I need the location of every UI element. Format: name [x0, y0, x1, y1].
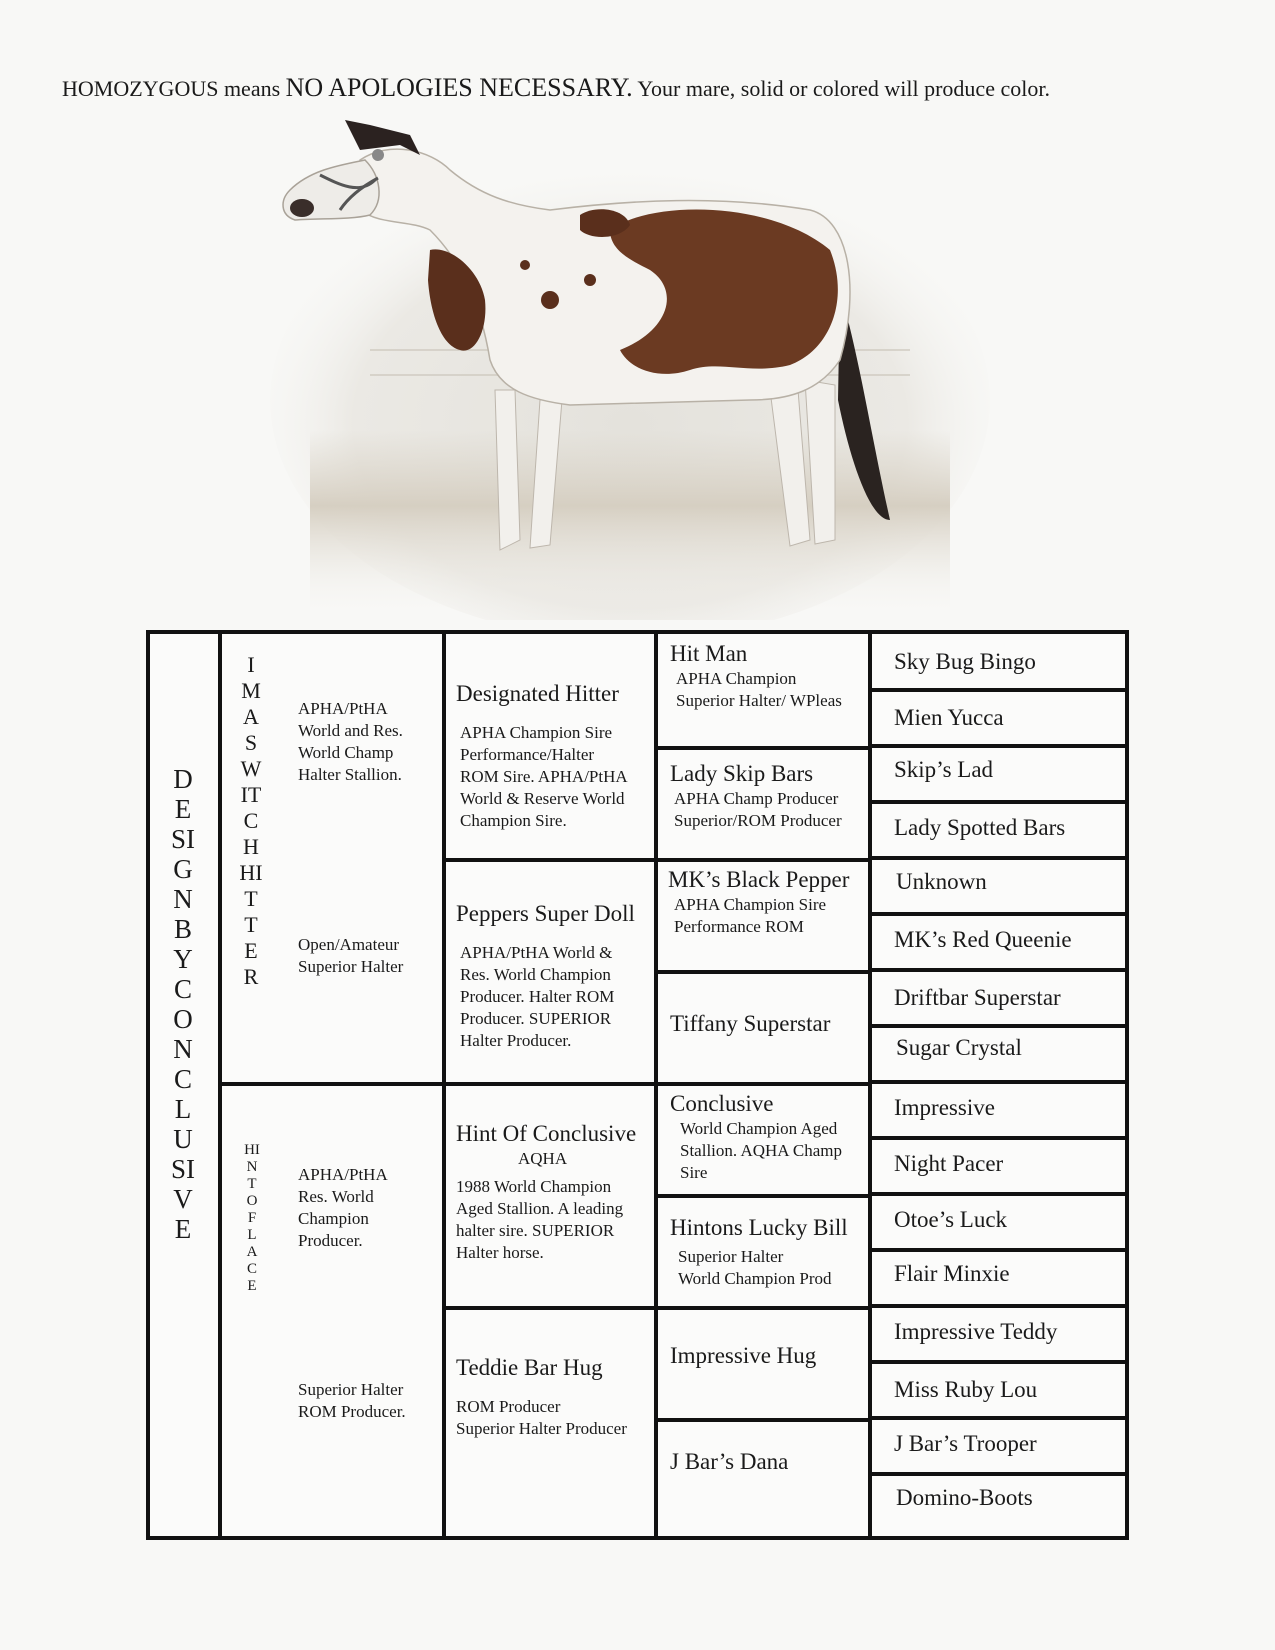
g3-name: MK’s Black Pepper [668, 867, 850, 892]
rule-g4 [868, 1416, 1129, 1420]
g4-name: Flair Minxie [894, 1261, 1010, 1286]
g3-cell [668, 866, 868, 938]
g2-name: Hint Of Conclusive [456, 1121, 637, 1146]
g2-name: Peppers Super Doll [456, 901, 635, 926]
g2-name: Designated Hitter [456, 681, 619, 706]
headline-emphasis: NO APOLOGIES NECESSARY. [285, 73, 633, 102]
rule-g4 [868, 1136, 1129, 1140]
g2-desc: APHA/PtHA World & Res. World Champion Producer. Halter ROM Producer. SUPERIOR Halter Producer. [460, 943, 615, 1050]
g3-name: J Bar’s Dana [670, 1449, 789, 1474]
g3-desc: Superior Halter World Champion Prod [678, 1247, 832, 1288]
pedigree-chart [146, 630, 1129, 1540]
g2-sub: AQHA [518, 1149, 568, 1168]
g4-name: Domino-Boots [896, 1485, 1033, 1510]
dam-desc-1: APHA/PtHA Res. World Champion Producer. [298, 1165, 388, 1250]
g2-cell [456, 680, 652, 832]
g4-name: J Bar’s Trooper [894, 1431, 1037, 1456]
g2-cell [456, 1120, 652, 1264]
g4-name: MK’s Red Queenie [894, 927, 1072, 952]
g3-cell [670, 1214, 868, 1290]
g2-name: Teddie Bar Hug [456, 1355, 603, 1380]
rule-g4 [868, 1248, 1129, 1252]
rule-g4 [868, 744, 1129, 748]
rule-g3 [654, 1418, 872, 1422]
g3-name: Hit Man [670, 641, 748, 666]
g4-name: Mien Yucca [894, 705, 1004, 730]
rule-g2 [442, 1082, 658, 1086]
g3-desc: APHA Champ Producer Superior/ROM Producer [674, 789, 842, 830]
sire-desc-2: Open/Amateur Superior Halter [298, 935, 404, 976]
g4-name: Skip’s Lad [894, 757, 994, 782]
g3-name: Impressive Hug [670, 1343, 817, 1368]
dam-desc-2: Superior Halter ROM Producer. [298, 1380, 406, 1421]
g2-cell [456, 1354, 652, 1440]
g4-name: Miss Ruby Lou [894, 1377, 1038, 1402]
rule-g3 [654, 1082, 872, 1086]
g3-desc: APHA Champion Superior Halter/ WPleas [676, 669, 842, 710]
g4-name: Impressive Teddy [894, 1319, 1058, 1344]
headline-part1: HOMOZYGOUS means [62, 76, 286, 101]
rule-g4 [868, 1360, 1129, 1364]
g3-cell [670, 1010, 868, 1038]
g3-cell [670, 760, 868, 832]
g4-name: Driftbar Superstar [894, 985, 1061, 1010]
g2-cell [456, 900, 652, 1052]
rule-g2 [442, 858, 658, 862]
g4-name: Unknown [896, 869, 987, 894]
g4-name: Sugar Crystal [896, 1035, 1022, 1060]
sire-name: IMA SWITCH HITTER [239, 652, 265, 989]
rule-g4 [868, 968, 1129, 972]
g4-name: Night Pacer [894, 1151, 1004, 1176]
g4-name: Sky Bug Bingo [894, 649, 1036, 674]
g2-desc: 1988 World Champion Aged Stallion. A leading halter sire. SUPERIOR Halter horse. [456, 1177, 624, 1262]
g2-desc: ROM Producer Superior Halter Producer [456, 1397, 627, 1438]
g3-desc: World Champion Aged Stallion. AQHA Champ Sire [680, 1119, 842, 1182]
rule-sire-dam [218, 1082, 446, 1086]
rule-g3 [654, 858, 872, 862]
g3-cell [670, 640, 868, 712]
rule-g3 [654, 1306, 872, 1310]
g3-name: Lady Skip Bars [670, 761, 814, 786]
g3-cell [670, 1448, 868, 1476]
rule-g3 [654, 970, 872, 974]
dam-name: HINT OF LACE [244, 1142, 261, 1294]
rule-g2 [442, 1306, 658, 1310]
headline-part3: Your mare, solid or colored will produce color. [632, 76, 1050, 101]
rule-g3 [654, 746, 872, 750]
g3-name: Hintons Lucky Bill [670, 1215, 848, 1240]
rule-g4 [868, 800, 1129, 804]
g4-name: Otoe’s Luck [894, 1207, 1008, 1232]
subject-name: DESIGN BY CONCLUSIVE [170, 764, 200, 1244]
g3-cell [670, 1342, 868, 1370]
g2-desc: APHA Champion Sire Performance/Halter ROM Sire. APHA/PtHA World & Reserve World Champion Sire. [460, 723, 628, 830]
rule-g4 [868, 1472, 1129, 1476]
rule-g4 [868, 1304, 1129, 1308]
sire-desc-1: APHA/PtHA World and Res. World Champ Halter Stallion. [298, 699, 403, 784]
g3-cell [670, 1090, 868, 1184]
g4-name: Impressive [894, 1095, 995, 1120]
g4-name: Lady Spotted Bars [894, 815, 1066, 840]
rule-g4 [868, 912, 1129, 916]
g3-name: Conclusive [670, 1091, 774, 1116]
rule-g4 [868, 688, 1129, 692]
g3-desc: APHA Champion Sire Performance ROM [674, 895, 827, 936]
horse-photo [250, 100, 990, 620]
rule-g4 [868, 856, 1129, 860]
rule-g4 [868, 1024, 1129, 1028]
rule-g4 [868, 1192, 1129, 1196]
rule-g3 [654, 1194, 872, 1198]
g3-name: Tiffany Superstar [670, 1011, 831, 1036]
rule-g4 [868, 1080, 1129, 1084]
